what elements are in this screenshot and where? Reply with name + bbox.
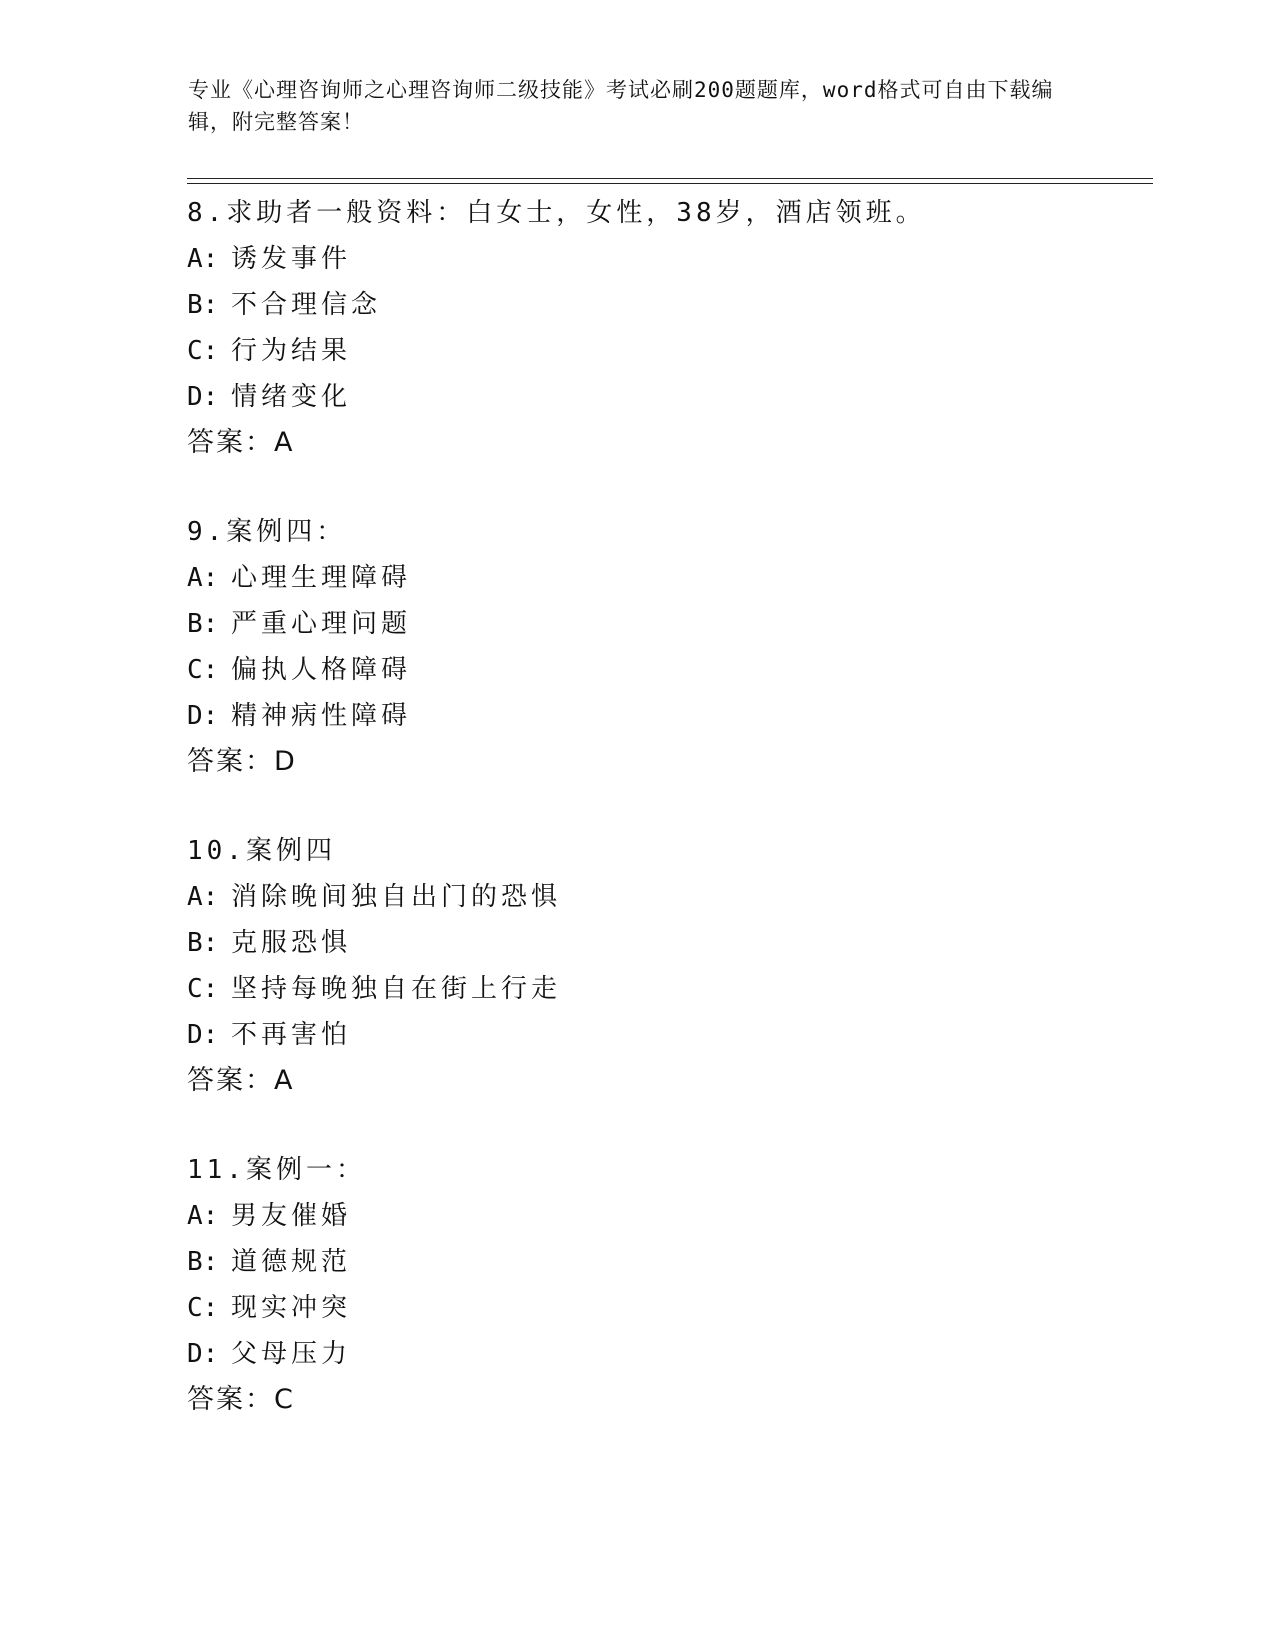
option-letter: C:: [187, 336, 219, 366]
option-b: [187, 920, 1147, 966]
option-a: [187, 874, 1147, 920]
option-letter: B:: [187, 609, 219, 639]
option-letter: C:: [187, 1293, 219, 1323]
option-letter: D:: [187, 1339, 219, 1369]
header-divider-top: [187, 178, 1153, 179]
option-d: [187, 1331, 1147, 1377]
option-letter: C:: [187, 655, 219, 685]
option-text: 情绪变化: [231, 382, 352, 412]
option-d: [187, 693, 1147, 739]
header-divider-bottom: [187, 183, 1153, 184]
option-d: [187, 374, 1147, 420]
option-b: [187, 1239, 1147, 1285]
option-text: 行为结果: [231, 336, 352, 366]
option-a: [187, 1193, 1147, 1239]
answer-line: 答案：C: [187, 1384, 295, 1415]
option-letter: A:: [187, 882, 219, 912]
question-stem: 8.求助者一般资料：白女士，女性，38岁，酒店领班。: [187, 198, 926, 228]
option-text: 坚持每晚独自在街上行走: [231, 974, 562, 1004]
option-text: 诱发事件: [231, 244, 352, 274]
answer-line: 答案：A: [187, 1065, 295, 1096]
question-9: [187, 509, 1147, 785]
option-letter: B:: [187, 928, 219, 958]
question-stem: 10.案例四: [187, 836, 336, 866]
option-text: 男友催婚: [231, 1201, 352, 1231]
option-c: [187, 966, 1147, 1012]
option-letter: C:: [187, 974, 219, 1004]
option-letter: B:: [187, 1247, 219, 1277]
option-letter: A:: [187, 1201, 219, 1231]
question-11: [187, 1147, 1147, 1423]
option-text: 心理生理障碍: [231, 563, 412, 593]
option-text: 道德规范: [231, 1247, 352, 1277]
option-text: 偏执人格障碍: [231, 655, 412, 685]
option-text: 父母压力: [231, 1339, 352, 1369]
option-a: [187, 236, 1147, 282]
option-letter: B:: [187, 290, 219, 320]
option-c: [187, 647, 1147, 693]
question-list: [187, 190, 1147, 1466]
option-d: [187, 1012, 1147, 1058]
option-text: 现实冲突: [231, 1293, 352, 1323]
option-b: [187, 601, 1147, 647]
option-text: 不合理信念: [231, 290, 382, 320]
option-letter: D:: [187, 1020, 219, 1050]
option-a: [187, 555, 1147, 601]
option-text: 不再害怕: [231, 1020, 352, 1050]
question-8: [187, 190, 1147, 466]
answer-line: 答案：A: [187, 427, 295, 458]
option-text: 精神病性障碍: [231, 701, 412, 731]
option-b: [187, 282, 1147, 328]
option-c: [187, 328, 1147, 374]
option-c: [187, 1285, 1147, 1331]
option-letter: A:: [187, 563, 219, 593]
question-stem: 11.案例一：: [187, 1155, 366, 1185]
option-text: 消除晚间独自出门的恐惧: [231, 882, 562, 912]
option-text: 严重心理问题: [231, 609, 412, 639]
option-text: 克服恐惧: [231, 928, 352, 958]
question-stem: 9.案例四：: [187, 517, 347, 547]
option-letter: D:: [187, 382, 219, 412]
question-10: [187, 828, 1147, 1104]
answer-line: 答案：D: [187, 746, 297, 777]
option-letter: A:: [187, 244, 219, 274]
document-header: 专业《心理咨询师之心理咨询师二级技能》考试必刷200题题库，word格式可自由下载编辑，附完整答案！: [188, 78, 1054, 134]
option-letter: D:: [187, 701, 219, 731]
